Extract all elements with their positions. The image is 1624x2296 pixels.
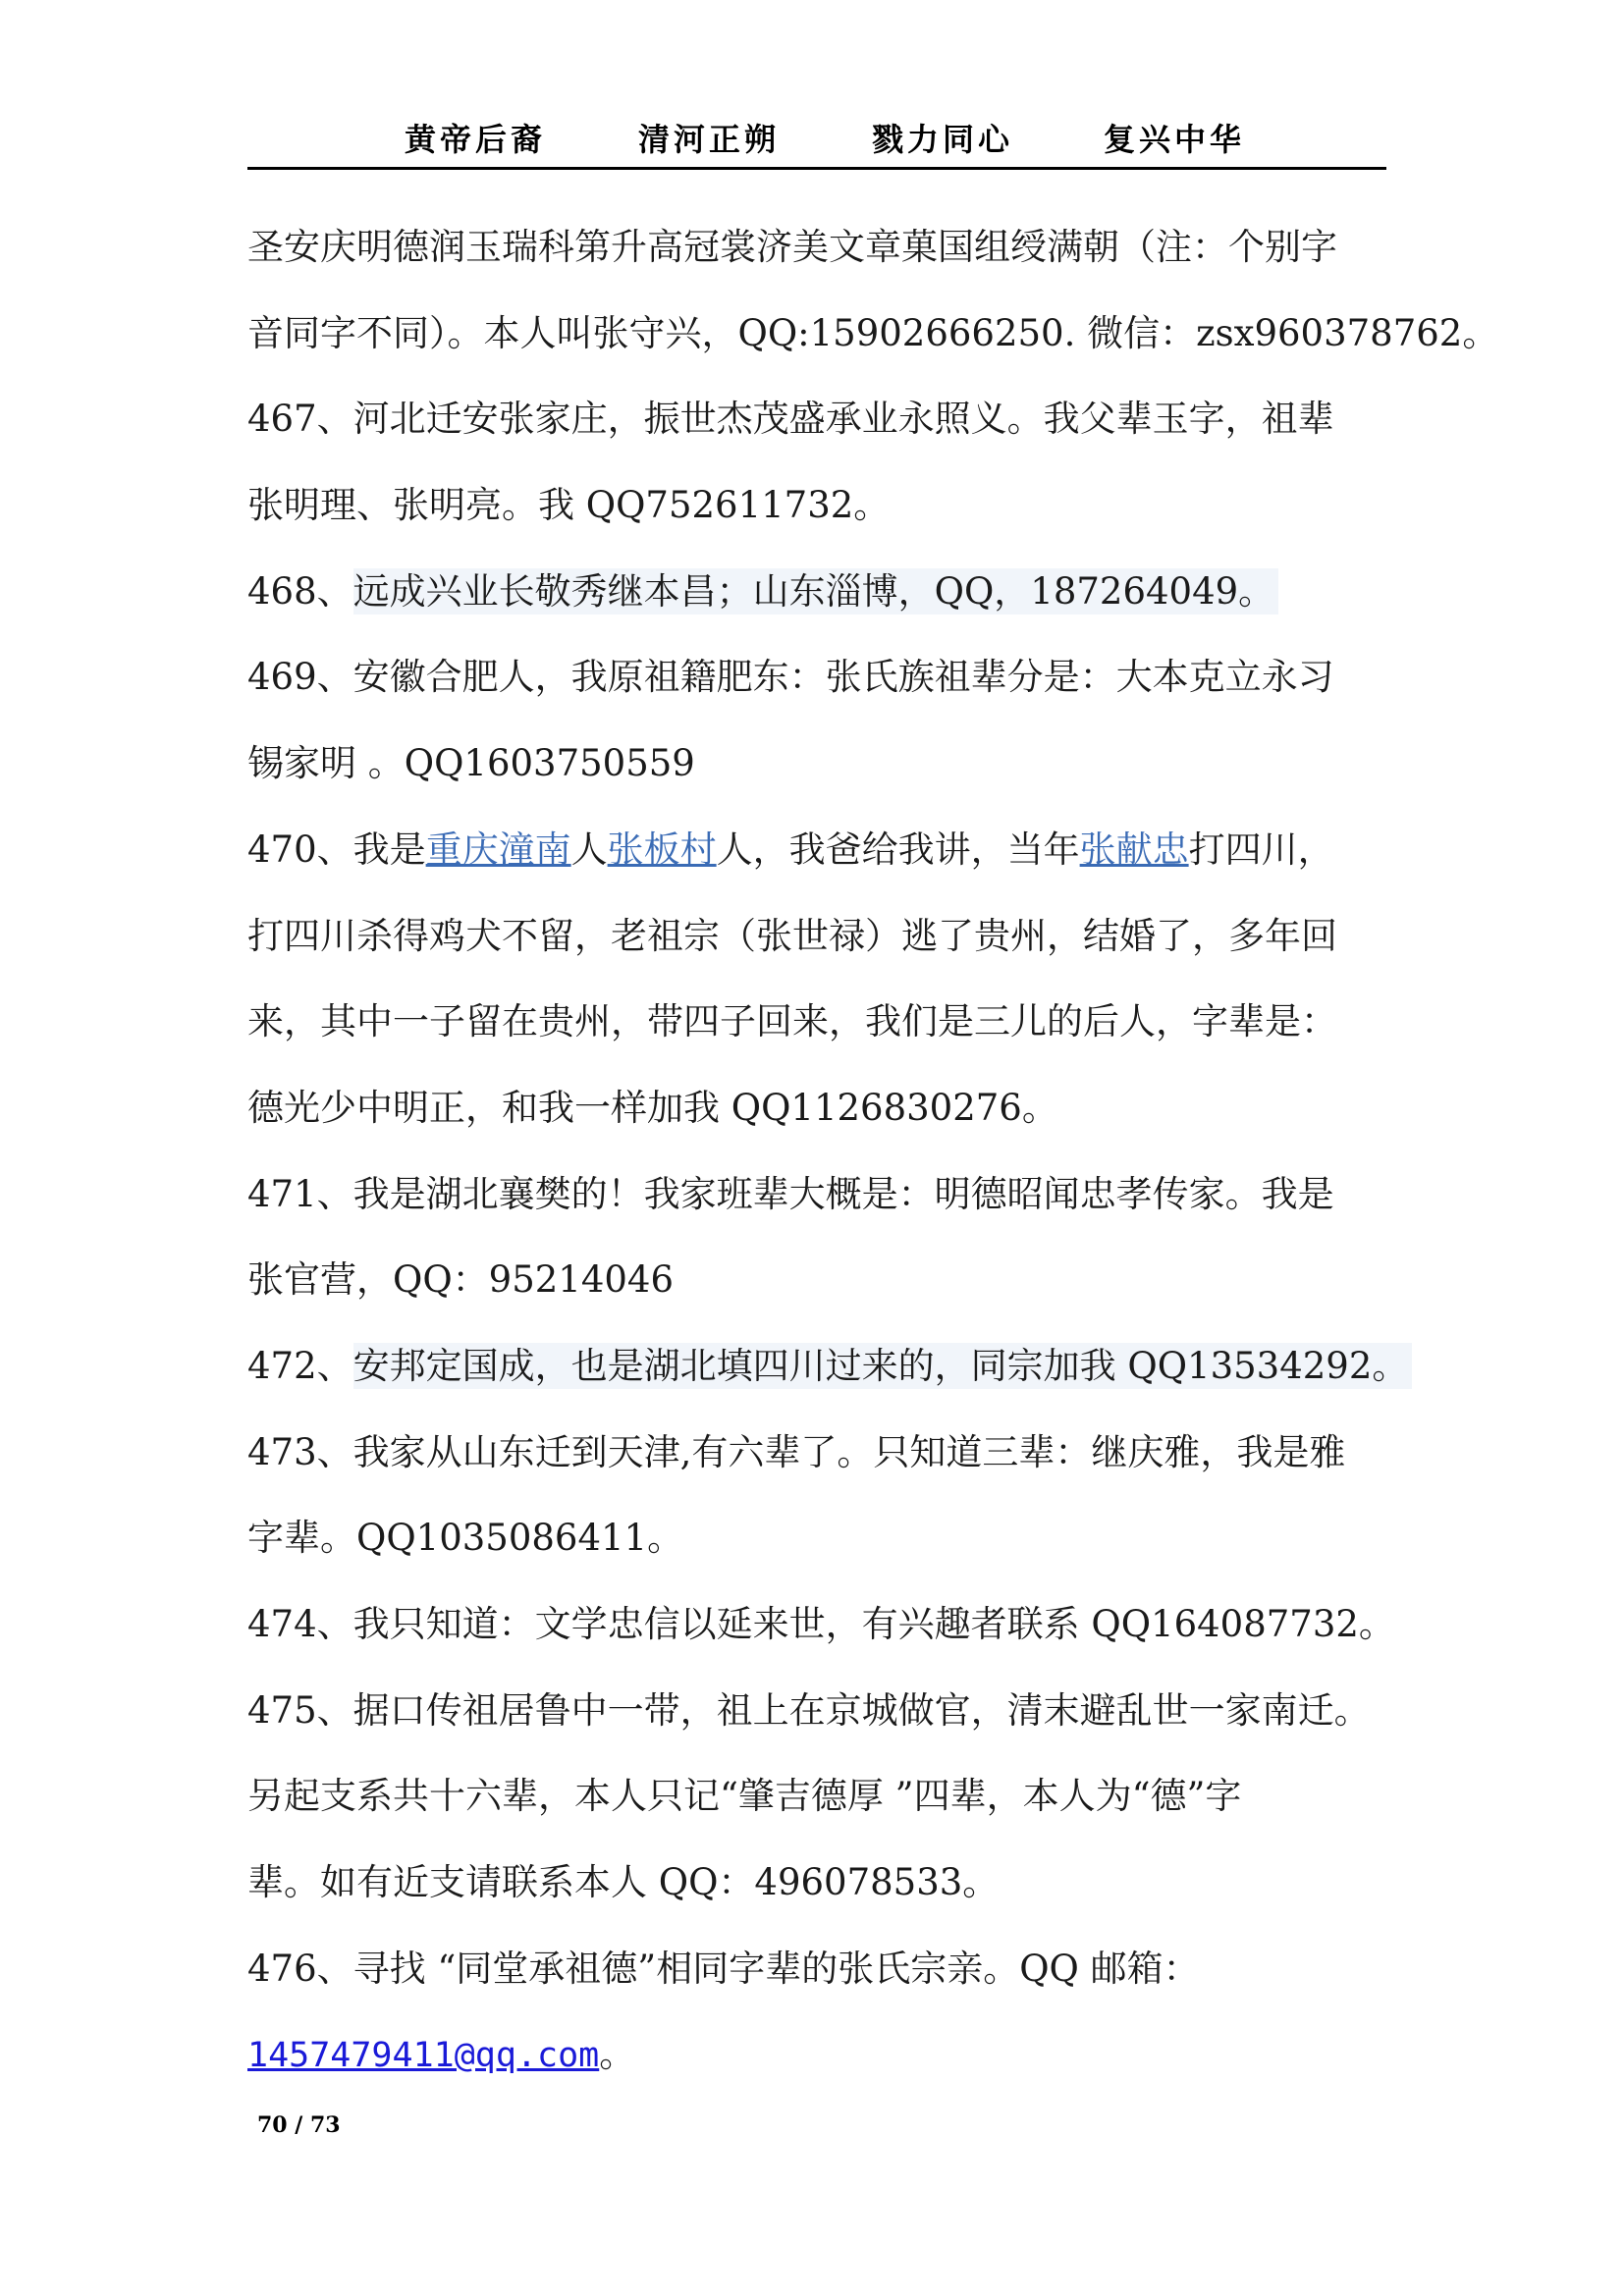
text-line: 474、我只知道：文学忠信以延来世，有兴趣者联系 QQ164087732。 bbox=[247, 1603, 1395, 1645]
highlighted-text: 安邦定国成，也是湖北填四川过来的，同宗加我 QQ13534292。 bbox=[353, 1343, 1413, 1389]
text-line: 471、我是湖北襄樊的！我家班辈大概是：明德昭闻忠孝传家。我是 bbox=[247, 1172, 1334, 1215]
text-line: 字辈。QQ1035086411。 bbox=[247, 1517, 684, 1560]
text-line: 475、据口传祖居鲁中一带，祖上在京城做官，清末避乱世一家南迁。 bbox=[247, 1688, 1371, 1732]
header-item-2: 清河正朔 bbox=[638, 121, 781, 158]
email-link[interactable]: 1457479411@qq.com bbox=[247, 2036, 600, 2076]
text-line: 辈。如有近支请联系本人 QQ：496078533。 bbox=[247, 1861, 1000, 1904]
text-segment: 人，我爸给我讲，当年 bbox=[716, 828, 1080, 871]
highlighted-text: 远成兴业长敬秀继本昌；山东淄博，QQ，187264049。 bbox=[353, 568, 1279, 614]
link-chongqing-tongnan[interactable]: 重庆潼南 bbox=[425, 828, 571, 871]
text-segment: 470、我是 bbox=[247, 828, 426, 871]
text-line bbox=[247, 807, 1386, 893]
text-line bbox=[247, 1323, 1409, 1410]
header-item-1: 黄帝后裔 bbox=[405, 121, 547, 158]
entry-number: 468、 bbox=[247, 569, 353, 613]
text-line: 打四川杀得鸡犬不留，老祖宗（张世禄）逃了贵州，结婚了，多年回 bbox=[247, 914, 1337, 957]
text-line: 张官营，QQ：95214046 bbox=[247, 1258, 674, 1302]
text-line: 德光少中明正，和我一样加我 QQ1126830276。 bbox=[247, 1086, 1058, 1129]
text-line: 来，其中一子留在贵州，带四子回来，我们是三儿的后人，字辈是： bbox=[247, 1000, 1337, 1043]
text-line: 467、河北迁安张家庄，振世杰茂盛承业永照义。我父辈玉字，祖辈 bbox=[247, 398, 1334, 441]
text-segment: 打四川， bbox=[1188, 828, 1334, 871]
text-line: 另起支系共十六辈，本人只记“肇吉德厚 ”四辈，本人为“德”字 bbox=[247, 1775, 1242, 1818]
entry-number: 472、 bbox=[247, 1344, 353, 1387]
page-number: 70 / 73 bbox=[257, 2112, 341, 2138]
link-zhangban-village[interactable]: 张板村 bbox=[607, 828, 717, 871]
text-line: 469、安徽合肥人，我原祖籍肥东：张氏族祖辈分是：大本克立永习 bbox=[247, 656, 1334, 699]
text-line: 473、我家从山东迁到天津,有六辈了。只知道三辈：继庆雅，我是雅 bbox=[247, 1430, 1346, 1473]
link-zhang-xianzhong[interactable]: 张献忠 bbox=[1079, 828, 1189, 871]
header-item-3: 戮力同心 bbox=[872, 121, 1014, 158]
document-body bbox=[247, 204, 1499, 2098]
text-line: 476、寻找 “同堂承祖德”相同字辈的张氏宗亲。QQ 邮箱： bbox=[247, 1947, 1200, 1990]
text-line: 圣安庆明德润玉瑞科第升高冠裳济美文章菓国组绶满朝（注：个别字 bbox=[247, 226, 1337, 268]
text-line: 锡家明 。QQ1603750559 bbox=[247, 742, 695, 785]
header-item-4: 复兴中华 bbox=[1104, 121, 1246, 158]
page-header bbox=[247, 118, 1386, 170]
text-line bbox=[247, 2011, 1386, 2098]
text-segment: 。 bbox=[599, 2033, 636, 2076]
text-line: 张明理、张明亮。我 QQ752611732。 bbox=[247, 484, 891, 527]
text-segment: 人 bbox=[570, 828, 608, 871]
text-line: 音同字不同）。本人叫张守兴，QQ:15902666250. 微信：zsx960378762。 bbox=[247, 311, 1499, 354]
text-line bbox=[247, 549, 1386, 635]
